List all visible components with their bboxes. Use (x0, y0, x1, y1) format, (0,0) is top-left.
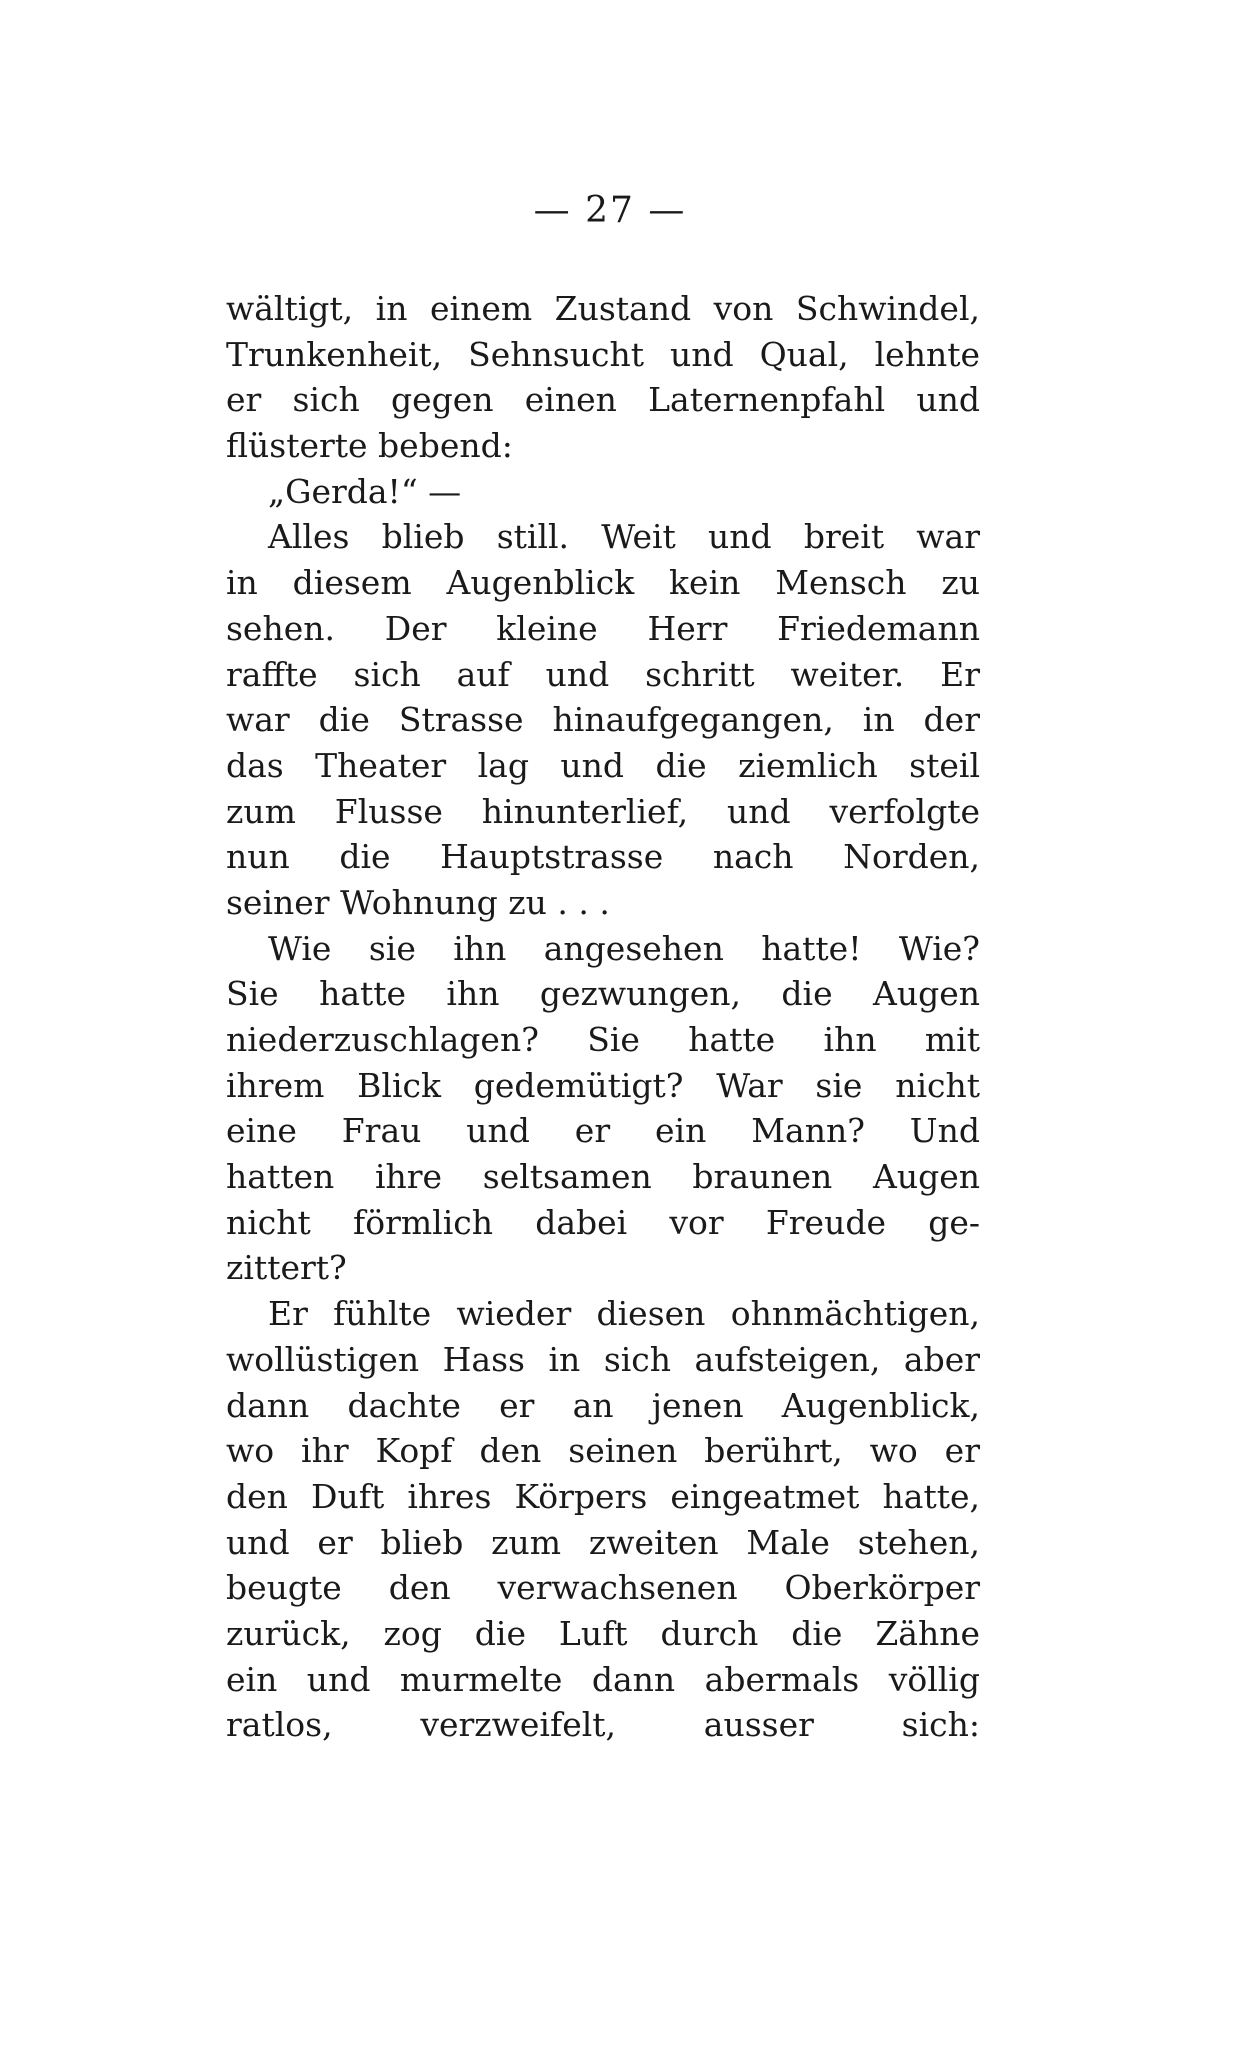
text-line: ein und murmelte dann abermals völlig (226, 1659, 980, 1699)
text-line: Trunkenheit, Sehnsucht und Qual, lehnte (226, 334, 980, 374)
text-line: flüsterte bebend: (226, 426, 513, 466)
text-line: und er blieb zum zweiten Male stehen, (226, 1522, 980, 1562)
text-line: eine Frau und er ein Mann? Und (226, 1111, 980, 1151)
body-text (226, 286, 980, 1748)
text-line: ihrem Blick gedemütigt? War sie nicht (226, 1065, 980, 1105)
text-line: beugte den verwachsenen Oberkörper (226, 1568, 980, 1608)
text-line: Alles blieb still. Weit und breit war (268, 517, 980, 557)
text-line: zum Flusse hinunterlief, und verfolgte (226, 791, 980, 831)
text-line: nun die Hauptstrasse nach Norden, (226, 837, 980, 877)
text-line: raffte sich auf und schritt weiter. Er (226, 654, 980, 694)
text-line: wältigt, in einem Zustand von Schwindel, (226, 289, 980, 328)
text-line: dann dachte er an jenen Augenblick, (226, 1385, 980, 1425)
text-line: seiner Wohnung zu . . . (226, 882, 610, 922)
text-line: hatten ihre seltsamen braunen Augen (226, 1157, 980, 1197)
text-line: niederzuschlagen? Sie hatte ihn mit (226, 1020, 980, 1059)
text-line: nicht förmlich dabei vor Freude ge- (226, 1202, 980, 1242)
text-line: den Duft ihres Körpers eingeatmet hatte, (226, 1476, 980, 1516)
text-line: zurück, zog die Luft durch die Zähne (226, 1613, 980, 1653)
text-line: zittert? (226, 1248, 347, 1288)
text-line: Sie hatte ihn gezwungen, die Augen (226, 974, 980, 1014)
text-line: Er fühlte wieder diesen ohnmächtigen, (268, 1294, 980, 1334)
text-line: war die Strasse hinaufgegangen, in der (226, 700, 980, 740)
text-line: sehen. Der kleine Herr Friedemann (226, 608, 980, 648)
text-line: ratlos, verzweifelt, ausser sich: (226, 1705, 980, 1745)
text-line: „Gerda!“ — (268, 471, 462, 511)
page-number: — 27 — (533, 190, 687, 231)
text-line: das Theater lag und die ziemlich steil (226, 745, 980, 785)
text-line: er sich gegen einen Laternenpfahl und (226, 380, 980, 420)
text-line: wollüstigen Hass in sich aufsteigen, aber (226, 1339, 980, 1379)
text-line: Wie sie ihn angesehen hatte! Wie? (268, 928, 980, 968)
text-line: in diesem Augenblick kein Mensch zu (226, 563, 980, 603)
text-line: wo ihr Kopf den seinen berührt, wo er (226, 1431, 980, 1471)
